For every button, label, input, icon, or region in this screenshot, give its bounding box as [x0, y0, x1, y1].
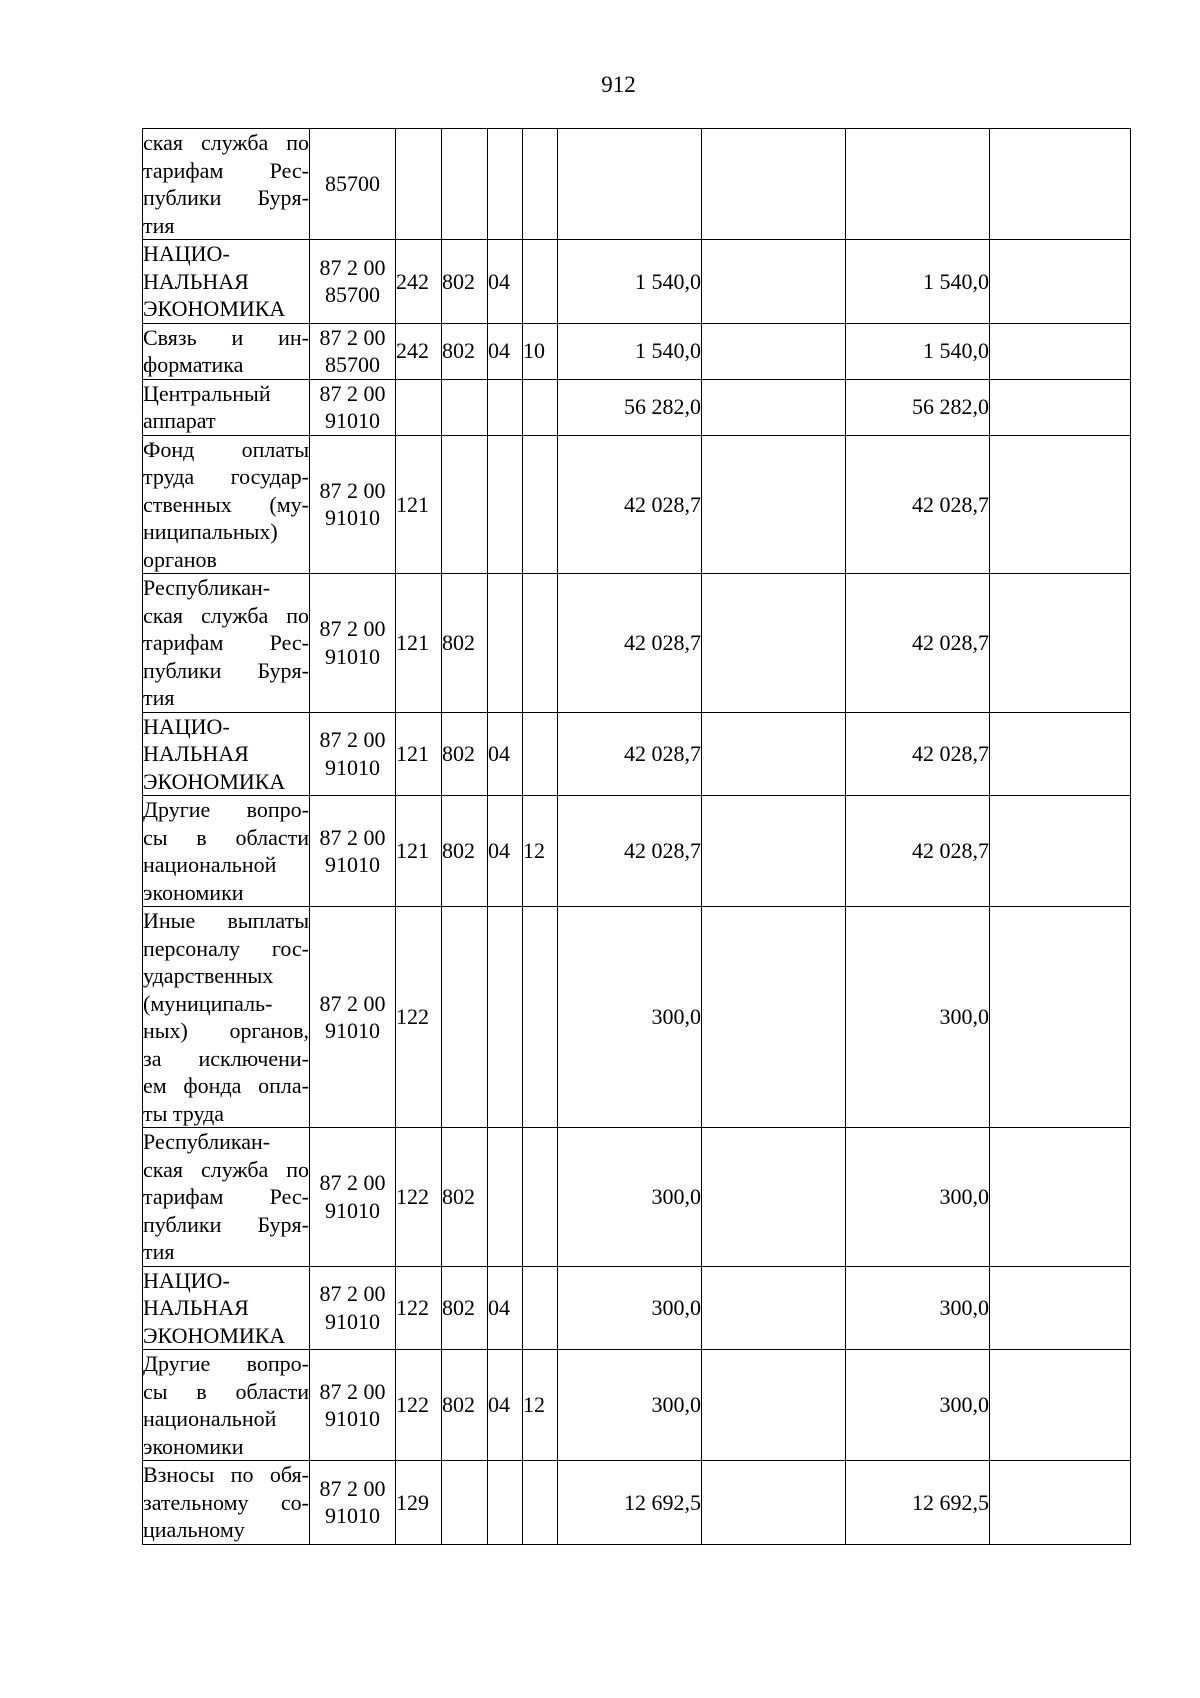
row-code-line: 87 2 00	[319, 727, 386, 753]
row-name-cell	[143, 1461, 310, 1545]
row-name-line: НАЦИО-	[143, 1267, 230, 1293]
row-name-line: за исключени-	[143, 1045, 309, 1071]
row-name-line: Другие вопро-	[143, 1351, 309, 1376]
row-rz-cell	[488, 574, 523, 713]
row-name-cell	[143, 129, 310, 240]
row-total-cell: 300,0	[558, 1128, 702, 1267]
row-vr-cell	[396, 129, 442, 240]
table-row	[143, 1128, 1131, 1267]
table-row	[143, 574, 1131, 713]
row-vr-cell: 122	[396, 1350, 442, 1461]
row-name-line: Другие вопро-	[143, 797, 309, 822]
row-code-line: 91010	[325, 1197, 380, 1223]
row-vr-cell: 121	[396, 796, 442, 907]
row-name-line: национальной	[143, 852, 277, 877]
row-col4-cell	[990, 1266, 1131, 1350]
row-grbs-cell: 802	[442, 796, 488, 907]
row-total-cell: 42 028,7	[558, 796, 702, 907]
row-code-cell	[310, 379, 396, 435]
row-name-cell	[143, 1128, 310, 1267]
row-code-line: 91010	[325, 1308, 380, 1334]
row-rz-cell: 04	[488, 240, 523, 324]
row-vr-cell: 242	[396, 240, 442, 324]
row-col2-cell	[702, 796, 846, 907]
row-col2-cell	[702, 323, 846, 379]
row-name-line: Фонд оплаты	[143, 436, 309, 462]
row-col2-cell	[702, 1128, 846, 1267]
row-name-cell	[143, 574, 310, 713]
row-pr-cell: 12	[523, 1350, 558, 1461]
row-col2-cell	[702, 907, 846, 1128]
row-rz-cell: 04	[488, 323, 523, 379]
row-total-cell: 300,0	[558, 1350, 702, 1461]
row-vr-cell: 121	[396, 574, 442, 713]
row-name-line: Республикан-	[143, 1129, 271, 1154]
row-name-line: зательному со-	[143, 1489, 309, 1515]
row-total-cell: 300,0	[558, 907, 702, 1128]
row-name-line: Взносы по обя-	[143, 1462, 309, 1487]
row-name-line: циальному	[143, 1517, 245, 1542]
row-pr-cell	[523, 240, 558, 324]
row-name-line: ская служба по	[143, 1156, 309, 1182]
row-grbs-cell: 802	[442, 1128, 488, 1267]
row-name-line: ниципальных)	[143, 519, 278, 544]
row-col3-cell: 300,0	[846, 1350, 990, 1461]
row-pr-cell: 10	[523, 323, 558, 379]
row-rz-cell	[488, 129, 523, 240]
row-name-cell	[143, 323, 310, 379]
row-grbs-cell	[442, 129, 488, 240]
row-code-line: 87 2 00	[319, 1281, 386, 1307]
row-total-cell	[558, 129, 702, 240]
row-col3-cell: 300,0	[846, 907, 990, 1128]
row-col2-cell	[702, 435, 846, 574]
table-row	[143, 796, 1131, 907]
row-col3-cell: 42 028,7	[846, 574, 990, 713]
row-name-line: национальной	[143, 1406, 277, 1431]
row-code-line: 91010	[325, 1018, 380, 1043]
row-col2-cell	[702, 1350, 846, 1461]
row-pr-cell	[523, 435, 558, 574]
row-name-line: персоналу гос-	[143, 935, 309, 961]
row-name-line: тия	[143, 685, 175, 710]
row-code-cell	[310, 1350, 396, 1461]
row-code-line: 87 2 00	[319, 380, 386, 406]
row-col4-cell	[990, 129, 1131, 240]
row-code-line: 91010	[325, 1503, 380, 1529]
table-row	[143, 1350, 1131, 1461]
row-pr-cell	[523, 1128, 558, 1267]
table-row	[143, 435, 1131, 574]
row-code-cell	[310, 1266, 396, 1350]
row-rz-cell: 04	[488, 1266, 523, 1350]
table-row	[143, 323, 1131, 379]
row-pr-cell: 12	[523, 796, 558, 907]
row-code-line: 87 2 00	[319, 616, 386, 642]
row-code-line: 87 2 00	[319, 990, 386, 1016]
row-name-line: сы в области	[143, 824, 309, 850]
row-code-line: 87 2 00	[319, 477, 386, 503]
row-name-line: НАЛЬНАЯ	[143, 741, 249, 766]
row-code-cell	[310, 574, 396, 713]
row-name-cell	[143, 435, 310, 574]
row-code-cell	[310, 712, 396, 796]
table-body	[143, 129, 1131, 1545]
row-code-cell	[310, 907, 396, 1128]
row-code-line: 85700	[325, 282, 380, 308]
row-code-line: 85700	[325, 171, 380, 197]
row-code-cell	[310, 1461, 396, 1545]
row-name-line: Связь и ин-	[143, 324, 309, 350]
row-rz-cell	[488, 1461, 523, 1545]
row-name-line: НАЛЬНАЯ	[143, 1295, 249, 1320]
row-col4-cell	[990, 379, 1131, 435]
row-col4-cell	[990, 712, 1131, 796]
row-code-cell	[310, 129, 396, 240]
row-col3-cell: 42 028,7	[846, 712, 990, 796]
row-code-line: 91010	[325, 852, 380, 877]
row-name-line: экономики	[143, 879, 244, 905]
row-name-line: публики Буря-	[143, 1211, 309, 1237]
row-name-line: сы в области	[143, 1378, 309, 1404]
row-col2-cell	[702, 379, 846, 435]
row-name-line: ты труда	[143, 1100, 225, 1126]
row-vr-cell: 122	[396, 1266, 442, 1350]
row-pr-cell	[523, 379, 558, 435]
row-col3-cell: 42 028,7	[846, 435, 990, 574]
row-col3-cell: 300,0	[846, 1128, 990, 1267]
row-code-line: 87 2 00	[319, 1475, 386, 1501]
row-name-line: тарифам Рес-	[143, 157, 309, 183]
row-name-line: ударственных	[143, 963, 274, 988]
row-vr-cell: 242	[396, 323, 442, 379]
row-col2-cell	[702, 1461, 846, 1545]
row-rz-cell	[488, 907, 523, 1128]
row-name-line: тия	[143, 212, 175, 238]
row-name-line: экономики	[143, 1433, 244, 1459]
row-code-line: 87 2 00	[319, 324, 386, 350]
row-code-line: 87 2 00	[319, 254, 386, 280]
row-name-cell	[143, 907, 310, 1128]
row-code-line: 91010	[325, 643, 380, 669]
row-code-line: 85700	[325, 352, 380, 377]
row-vr-cell	[396, 379, 442, 435]
row-name-line: НАЦИО-	[143, 713, 230, 739]
row-name-line: ская служба по	[143, 130, 309, 155]
row-code-line: 91010	[325, 505, 380, 531]
row-grbs-cell: 802	[442, 574, 488, 713]
row-total-cell: 42 028,7	[558, 712, 702, 796]
row-rz-cell	[488, 379, 523, 435]
row-col2-cell	[702, 574, 846, 713]
row-code-line: 87 2 00	[319, 1378, 386, 1404]
row-code-cell	[310, 323, 396, 379]
row-vr-cell: 122	[396, 1128, 442, 1267]
row-name-line: ных) органов,	[143, 1018, 309, 1043]
row-grbs-cell	[442, 435, 488, 574]
row-name-line: публики Буря-	[143, 657, 309, 683]
row-name-cell	[143, 1350, 310, 1461]
row-col2-cell	[702, 1266, 846, 1350]
row-name-cell	[143, 1266, 310, 1350]
row-name-line: тарифам Рес-	[143, 630, 309, 655]
row-pr-cell	[523, 129, 558, 240]
row-rz-cell	[488, 435, 523, 574]
row-name-line: Иные выплаты	[143, 908, 309, 933]
row-name-line: Центральный	[143, 380, 271, 406]
row-vr-cell: 121	[396, 435, 442, 574]
row-pr-cell	[523, 574, 558, 713]
row-code-line: 91010	[325, 754, 380, 780]
row-name-line: публики Буря-	[143, 185, 309, 210]
table-row	[143, 907, 1131, 1128]
row-name-line: Республикан-	[143, 575, 271, 600]
row-col3-cell: 12 692,5	[846, 1461, 990, 1545]
table-row	[143, 379, 1131, 435]
row-col4-cell	[990, 240, 1131, 324]
row-name-line: ственных (му-	[143, 491, 309, 517]
table-row	[143, 129, 1131, 240]
row-col2-cell	[702, 240, 846, 324]
table-row	[143, 1461, 1131, 1545]
row-col4-cell	[990, 1128, 1131, 1267]
row-grbs-cell: 802	[442, 323, 488, 379]
row-code-line: 87 2 00	[319, 824, 386, 850]
row-grbs-cell: 802	[442, 1350, 488, 1461]
row-name-line: ЭКОНОМИКА	[143, 768, 286, 794]
row-code-cell	[310, 796, 396, 907]
row-grbs-cell	[442, 1461, 488, 1545]
row-rz-cell: 04	[488, 796, 523, 907]
row-vr-cell: 129	[396, 1461, 442, 1545]
row-grbs-cell: 802	[442, 1266, 488, 1350]
row-total-cell: 12 692,5	[558, 1461, 702, 1545]
row-total-cell: 1 540,0	[558, 323, 702, 379]
row-col2-cell	[702, 712, 846, 796]
row-col4-cell	[990, 1350, 1131, 1461]
row-rz-cell	[488, 1128, 523, 1267]
row-code-line: 91010	[325, 408, 380, 433]
row-col4-cell	[990, 323, 1131, 379]
row-name-cell	[143, 712, 310, 796]
row-col3-cell: 42 028,7	[846, 796, 990, 907]
row-name-cell	[143, 796, 310, 907]
row-grbs-cell	[442, 907, 488, 1128]
row-name-line: ЭКОНОМИКА	[143, 296, 286, 321]
row-name-line: тарифам Рес-	[143, 1184, 309, 1209]
row-pr-cell	[523, 1266, 558, 1350]
row-name-line: органов	[143, 546, 217, 572]
table-row	[143, 1266, 1131, 1350]
table-row	[143, 240, 1131, 324]
row-col3-cell: 56 282,0	[846, 379, 990, 435]
row-name-line: (муниципаль-	[143, 990, 273, 1016]
row-pr-cell	[523, 1461, 558, 1545]
row-code-line: 91010	[325, 1406, 380, 1431]
row-name-line: форматика	[143, 352, 244, 377]
row-name-line: ская служба по	[143, 602, 309, 628]
row-pr-cell	[523, 712, 558, 796]
row-total-cell: 42 028,7	[558, 435, 702, 574]
row-name-line: НАЦИО-	[143, 241, 230, 266]
row-col2-cell	[702, 129, 846, 240]
row-grbs-cell: 802	[442, 712, 488, 796]
row-name-line: аппарат	[143, 408, 216, 433]
row-name-line: тия	[143, 1239, 175, 1264]
row-vr-cell: 122	[396, 907, 442, 1128]
row-code-cell	[310, 435, 396, 574]
row-col4-cell	[990, 1461, 1131, 1545]
table-row	[143, 712, 1131, 796]
row-name-line: труда государ-	[143, 464, 309, 489]
row-col3-cell: 1 540,0	[846, 240, 990, 324]
row-code-cell	[310, 240, 396, 324]
row-col3-cell: 1 540,0	[846, 323, 990, 379]
row-vr-cell: 121	[396, 712, 442, 796]
row-rz-cell: 04	[488, 1350, 523, 1461]
row-name-cell	[143, 379, 310, 435]
row-col3-cell	[846, 129, 990, 240]
row-rz-cell: 04	[488, 712, 523, 796]
row-grbs-cell: 802	[442, 240, 488, 324]
row-code-cell	[310, 1128, 396, 1267]
row-pr-cell	[523, 907, 558, 1128]
row-total-cell: 1 540,0	[558, 240, 702, 324]
row-col4-cell	[990, 907, 1131, 1128]
row-grbs-cell	[442, 379, 488, 435]
row-total-cell: 300,0	[558, 1266, 702, 1350]
page-number: 912	[601, 72, 636, 97]
row-total-cell: 56 282,0	[558, 379, 702, 435]
row-name-line: НАЛЬНАЯ	[143, 268, 249, 294]
row-col4-cell	[990, 796, 1131, 907]
row-col4-cell	[990, 435, 1131, 574]
row-name-line: ем фонда опла-	[143, 1073, 309, 1098]
budget-table	[142, 128, 1131, 1545]
row-col4-cell	[990, 574, 1131, 713]
row-name-cell	[143, 240, 310, 324]
row-code-line: 87 2 00	[319, 1170, 386, 1196]
row-col3-cell: 300,0	[846, 1266, 990, 1350]
row-name-line: ЭКОНОМИКА	[143, 1322, 286, 1348]
row-total-cell: 42 028,7	[558, 574, 702, 713]
